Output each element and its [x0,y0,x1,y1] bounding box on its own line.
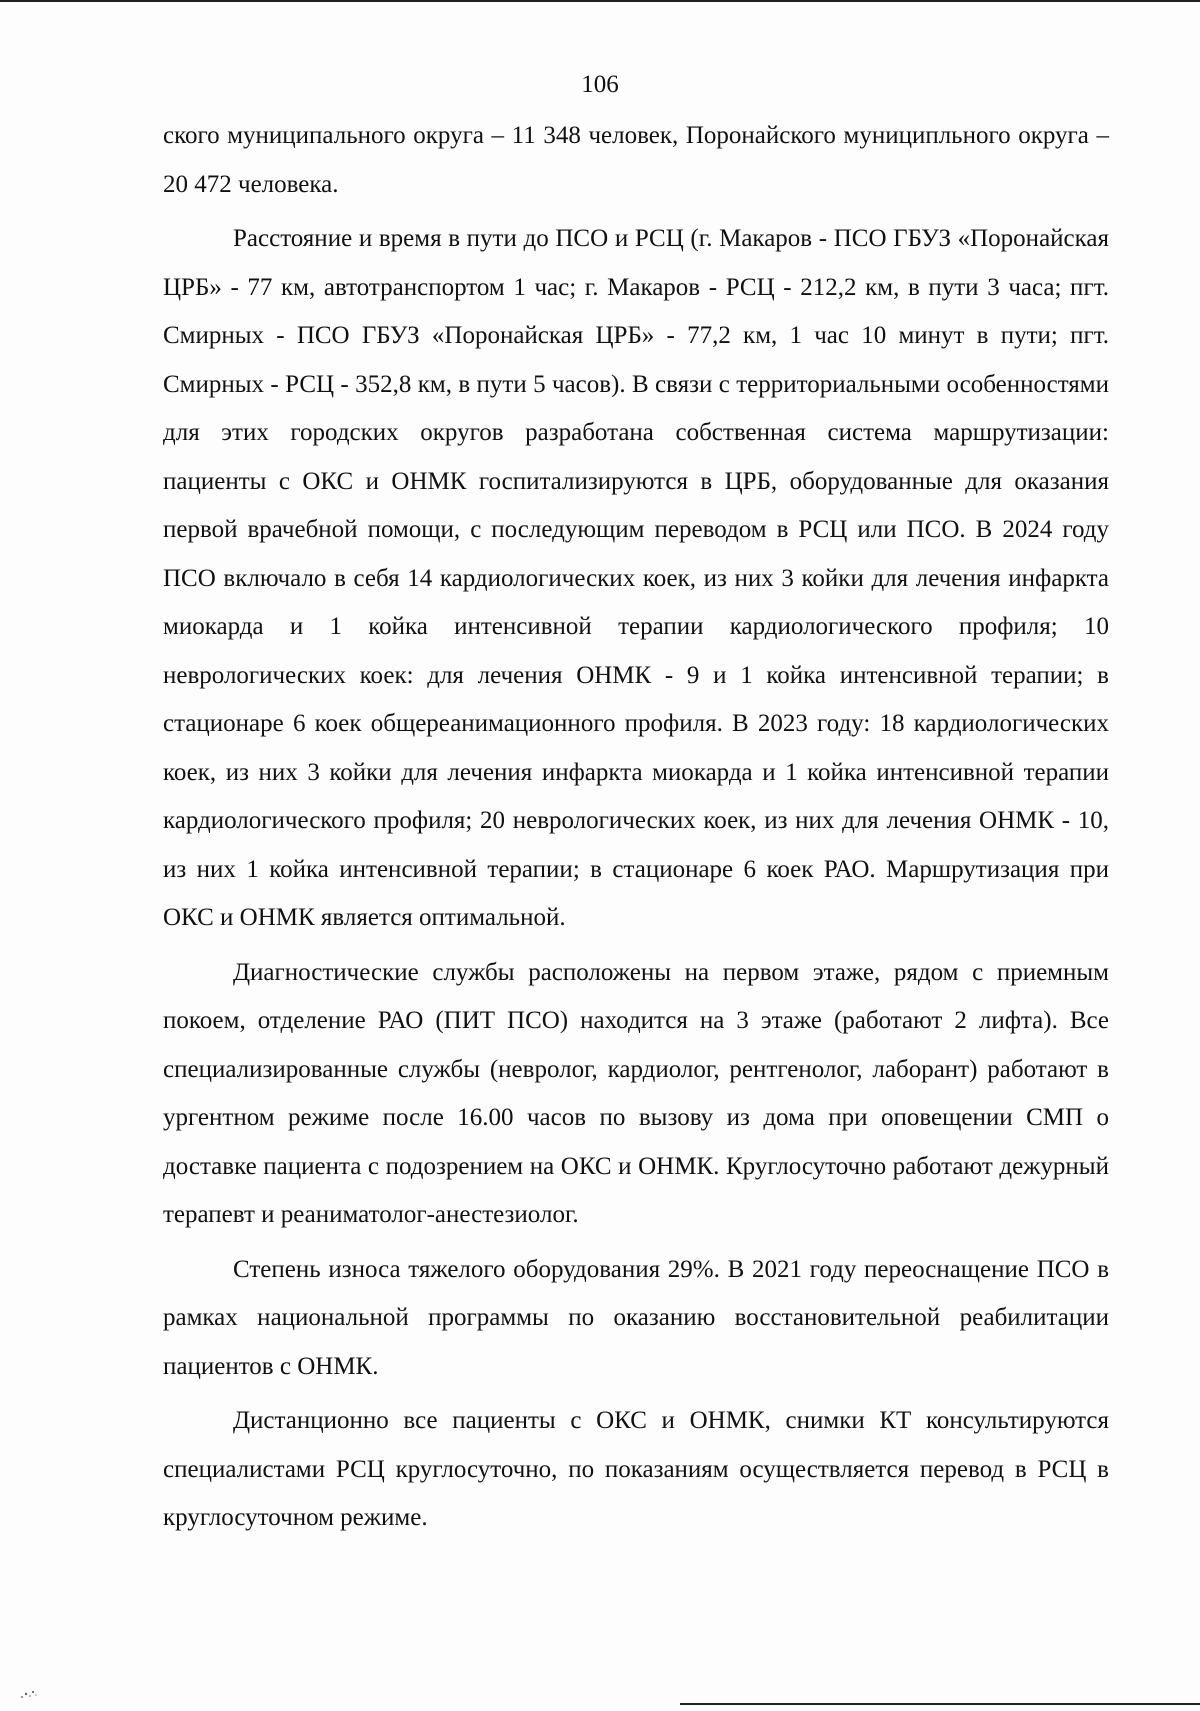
paragraph-remote-consultation: Дистанционно все пациенты с ОКС и ОНМК, снимки КТ консультируются специалистами РСЦ круглосуточно, по показаниям осуществляется перевод в РСЦ в круглосуточном режиме. [163,1407,1109,1531]
page-number: 106 [581,71,619,98]
bottom-border-line [680,1703,1200,1705]
paragraph-continuation: ского муниципального округа – 11 348 человек, Поронайского муниципльного округа – 20 472 человека. [163,122,1109,198]
scan-artifact-mark [18,1688,40,1702]
paragraph-routing: Расстояние и время в пути до ПСО и РСЦ (г. Макаров - ПСО ГБУЗ «Поронайская ЦРБ» - 77 км, автотранспортом 1 час; г. Макаров - РСЦ - 212,2 км, в пути 3 часа; пгт. Смирных - ПСО ГБУЗ «Поронайская ЦРБ» - 77,2 км, 1 час 10 минут в пути; пгт. Смирных - РСЦ - 352,8 км, в пути 5 часов). В связи с территориальными особенностями для этих городских округов разработана собственная система маршрутизации: пациенты с ОКС и ОНМК госпитализируются в ЦРБ, оборудованные для оказания первой врачебной помощи, с последующим переводом в РСЦ или ПСО. В 2024 году ПСО включало в себя 14 кардиологических коек, из них 3 койки для лечения инфаркта миокарда и 1 койка интенсивной терапии кардиологического профиля; 10 неврологических коек: для лечения ОНМК - 9 и 1 койка интенсивной терапии; в стационаре 6 коек общереанимационного профиля. В 2023 году: 18 кардиологических коек, из них 3 койки для лечения инфаркта миокарда и 1 койка интенсивной терапии кардиологического профиля; 20 неврологических коек, из них для лечения ОНМК - 10, из них 1 койка интенсивной терапии; в стационаре 6 коек РАО. Маршрутизация при ОКС и ОНМК является оптимальной. [163,225,1109,931]
document-body [163,112,1109,1549]
top-border-line [0,0,1200,2]
paragraph-diagnostic-services: Диагностические службы расположены на первом этаже, рядом с приемным покоем, отделение РАО (ПИТ ПСО) находится на 3 этаже (работают 2 лифта). Все специализированные службы (невролог, кардиолог, рентгенолог, лаборант) работают в ургентном режиме после 16.00 часов по вызову из дома при оповещении СМП о доставке пациента с подозрением на ОКС и ОНМК. Круглосуточно работают дежурный терапевт и реаниматолог-анестезиолог. [163,958,1109,1228]
paragraph-equipment-wear: Степень износа тяжелого оборудования 29%. В 2021 году переоснащение ПСО в рамках национальной программы по оказанию восстановительной реабилитации пациентов с ОНМК. [163,1255,1109,1380]
